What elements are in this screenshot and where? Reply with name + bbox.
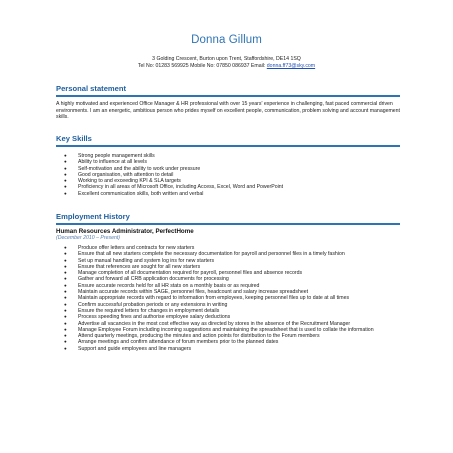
duty-item-text: Ensure the required letters for changes in employment details [78,307,220,314]
skill-item [56,191,386,197]
bullet-icon: ● [64,333,67,339]
employment-history-heading: Employment History [56,212,130,221]
contact-line [0,63,453,70]
bullet-icon: ● [64,159,67,165]
duty-item-text: Maintain accurate records within SAGE, personnel files, headcount and salary increase spreadsheet [78,289,309,296]
duty-item-text: Manage completion of all documentation required for payroll, personnel files and absence records [78,270,303,277]
personal-statement-text: A highly motivated and experienced Office Manager & HR professional with over 15 years' experience in challenging, fast paced commercial driven environments. I am an energetic, ambitious person who prides myself on excellent people, communication, problem solving and account management skills. [56,101,401,121]
key-skills-heading: Key Skills [56,134,92,143]
contact-details: Tel No: 01283 569925 Mobile No: 07850 086937 Email: [137,63,267,69]
bullet-icon: ● [64,184,67,190]
job-dates: (December 2010 – Present) [56,235,121,241]
duty-item-text: Set up manual handling and system log ins for new starters [78,257,215,264]
bullet-icon: ● [64,320,67,326]
bullet-icon: ● [64,307,67,313]
bullet-icon: ● [64,301,67,307]
personal-statement-heading: Personal statement [56,84,127,93]
bullet-icon: ● [64,289,67,295]
bullet-icon: ● [64,190,67,196]
skill-item-text: Strong people management skills [78,153,155,159]
bullet-icon: ● [64,263,67,269]
skill-item-text: Good organisation, with attention to detail [78,171,174,178]
job-title: Human Resources Administrator, PerfectHome [56,228,194,235]
section-divider [56,223,400,225]
duty-item-text: Gather and forward all CRB application documents for processing [78,276,229,283]
duty-item-text: Confirm successful probation periods or any extensions in writing [78,301,228,308]
duty-item-text: Produce offer letters and contracts for new starters [78,245,195,251]
bullet-icon: ● [64,257,67,263]
address-line: 3 Golding Crescent, Burton upon Trent, Staffordshire, DE14 1SQ [152,56,301,62]
duty-item-text: Ensure that references are sought for all new starters [78,263,201,270]
email-link[interactable]: donna.ff73@sky.com [266,63,316,69]
bullet-icon: ● [64,339,67,345]
section-divider [56,145,400,147]
duty-item-text: Advertise all vacancies in the most cost effective way as directed by stores in the absence of the Recruitment Manager [78,320,351,327]
bullet-icon: ● [64,171,67,177]
skill-item-text: Ability to influence at all levels [78,159,147,166]
bullet-icon: ● [64,345,67,351]
key-skills-list [56,153,386,197]
bullet-icon: ● [64,295,67,301]
job-duties-list [56,245,378,352]
duty-item-text: Ensure that all new starters complete the necessary documentation for payroll and personnel files in a timely fashion [78,251,345,258]
bullet-icon: ● [64,165,67,171]
skill-item-text: Self-motivation and the ability to work under pressure [78,165,201,172]
contact-block [0,56,453,70]
bullet-icon: ● [64,153,67,158]
skill-item-text: Excellent communication skills, both written and verbal [78,190,204,197]
duty-item-text: Manage Employee Forum including incoming suggestions and maintaining the spreadsheet that is used to collate the information [78,326,374,333]
bullet-icon: ● [64,251,67,257]
bullet-icon: ● [64,178,67,184]
duty-item-text: Ensure accurate records held for all HR stats on a monthly basis or as required [78,282,260,289]
bullet-icon: ● [64,270,67,276]
skill-item-text: Working to and exceeding KPI & SLA targets [78,178,181,185]
bullet-icon: ● [64,245,67,250]
bullet-icon: ● [64,282,67,288]
duty-item-text: Maintain appropriate records with regard to information from employees, keeping personnel files up to date at all times [78,295,350,302]
candidate-name: Donna Gillum [191,34,262,46]
bullet-icon: ● [64,314,67,320]
skill-item-text: Proficiency in all areas of Microsoft Office, including Access, Excel, Word and PowerPoint [78,184,284,191]
duty-item-text: Process speeding fines and authorise employee salary deductions [78,314,231,321]
section-divider [56,95,400,97]
duty-item-text: Attend quarterly meetings, producing the minutes and action points for distribution to the Forum members [78,333,320,340]
bullet-icon: ● [64,326,67,332]
duty-item-text: Arrange meetings and confirm attendance of forum members prior to the planned dates [78,339,279,346]
bullet-icon: ● [64,276,67,282]
duty-item [56,346,378,352]
duty-item-text: Support and guide employees and line managers [78,345,192,352]
